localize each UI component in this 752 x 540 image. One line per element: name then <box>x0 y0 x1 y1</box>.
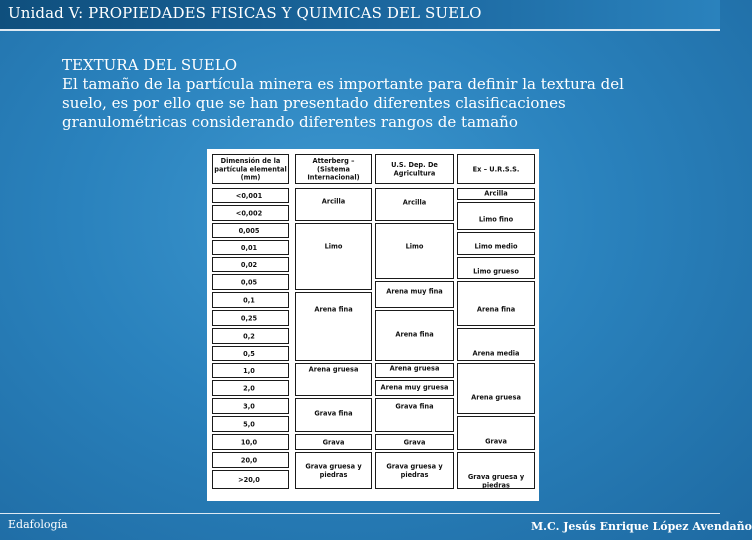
urss-label: Grava gruesa y <box>467 473 525 482</box>
urss-label: Arena gruesa <box>471 393 521 402</box>
body-paragraph: El tamaño de la partícula minera es importante para definir la textura del suelo, es por ello que se han presentado diferentes clasificaciones granulométricas considerando diferentes rangos de tamaño <box>62 75 624 131</box>
footer-divider <box>0 513 720 514</box>
size-label: >20,0 <box>238 475 260 484</box>
urss-label: Arena media <box>472 349 520 358</box>
content-block <box>62 56 662 132</box>
size-label: 0,1 <box>243 296 255 305</box>
size-label: 20,0 <box>240 456 258 465</box>
size-label: 0,5 <box>243 349 255 358</box>
size-label: 10,0 <box>240 438 258 447</box>
atterberg-label: Limo <box>324 242 343 251</box>
usda-label: Grava fina <box>395 402 434 411</box>
usda-label: piedras <box>400 470 429 479</box>
atterberg-cell <box>296 293 372 361</box>
atterberg-label: piedras <box>319 470 348 479</box>
granulometric-table-svg <box>207 149 539 501</box>
size-label: 0,01 <box>240 243 258 252</box>
footer-course: Edafología <box>8 518 68 531</box>
atterberg-label: Arcilla <box>321 197 346 206</box>
urss-cell <box>458 364 535 414</box>
urss-label: Limo fino <box>478 215 514 224</box>
header-label: Ex – U.R.S.S. <box>472 165 520 174</box>
usda-label: Grava gruesa y <box>386 462 443 471</box>
atterberg-label: Grava gruesa y <box>305 462 362 471</box>
header-label: partícula elemental <box>214 165 287 174</box>
size-label: <0,001 <box>235 191 263 200</box>
size-label: 0,25 <box>240 314 258 323</box>
header-label: U.S. Dep. De <box>391 161 438 170</box>
slide-title: Unidad V: PROPIEDADES FISICAS Y QUIMICAS DEL SUELO <box>8 4 482 22</box>
urss-label: Grava <box>485 437 507 446</box>
usda-label: Arena gruesa <box>389 364 440 373</box>
usda-cell <box>376 224 454 279</box>
usda-label: Arcilla <box>402 198 427 207</box>
size-label: <0,002 <box>235 209 263 218</box>
atterberg-label: Grava fina <box>314 409 353 418</box>
size-label: 1,0 <box>243 366 255 375</box>
title-divider <box>0 29 720 31</box>
granulometric-table <box>207 149 539 501</box>
section-heading: TEXTURA DEL SUELO <box>62 56 238 74</box>
urss-label: Arcilla <box>484 189 508 198</box>
size-label: 0,005 <box>238 226 260 235</box>
size-label: 3,0 <box>243 402 255 411</box>
urss-label: Arena fina <box>476 305 516 314</box>
size-label: 0,2 <box>243 332 255 341</box>
usda-label: Arena muy gruesa <box>380 383 449 392</box>
atterberg-label: Grava <box>322 438 345 447</box>
usda-label: Grava <box>403 438 426 447</box>
header-label: Dimensión de la <box>220 157 281 166</box>
urss-label: piedras <box>482 481 510 490</box>
size-label: 2,0 <box>243 384 255 393</box>
header-label: (Sistema <box>317 165 350 174</box>
usda-label: Arena muy fina <box>386 287 443 296</box>
size-label: 5,0 <box>243 420 255 429</box>
header-label: Agricultura <box>393 169 436 178</box>
header-label: Internacional) <box>307 173 360 182</box>
urss-label: Limo medio <box>474 242 518 251</box>
size-label: 0,02 <box>240 260 258 269</box>
usda-label: Arena fina <box>395 330 434 339</box>
usda-label: Limo <box>405 242 424 251</box>
atterberg-label: Arena fina <box>314 305 353 314</box>
urss-cell <box>458 282 535 326</box>
atterberg-cell <box>296 224 372 290</box>
header-label: Atterberg – <box>312 157 355 166</box>
footer-author: M.C. Jesús Enrique López Avendaño <box>531 520 752 533</box>
atterberg-label: Arena gruesa <box>308 365 359 374</box>
size-label: 0,05 <box>240 278 258 287</box>
header-label: (mm) <box>240 173 261 182</box>
urss-label: Limo grueso <box>473 267 519 276</box>
